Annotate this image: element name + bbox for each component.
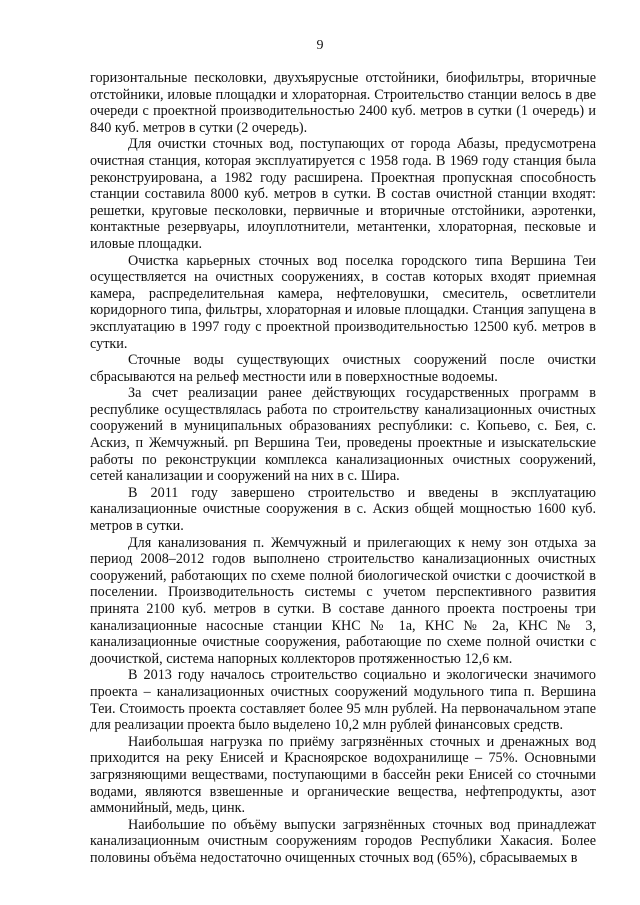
paragraph-abaza-treatment: Для очистки сточных вод, поступающих от города Абазы, предусмотрена очистная станция, которая эксплуатируется с 1958 года. В 1969 году станция была реконструирована, а 1982 году расширена. Проектная пропускная способность станции составила 8000 куб. метров в сутки. В состав очистной станции входят: решетки, круговые песколовки, первичные и вторичные отстойники, аэротенки, контактные резервуары, илоуплотнители, метантенки, хлораторная, песковые и иловые площадки. bbox=[90, 136, 596, 252]
paragraph-discharge: Сточные воды существующих очистных сооружений после очистки сбрасываются на рельеф местности или в поверхностные водоемы. bbox=[90, 352, 596, 385]
paragraph-askiz-2011: В 2011 году завершено строительство и введены в эксплуатацию канализационные очистные сооружения в с. Аскиз общей мощностью 1600 куб. метров в сутки. bbox=[90, 484, 596, 535]
paragraph-quarry-wastewater: Очистка карьерных сточных вод поселка городского типа Вершина Теи осуществляется на очистных сооружениях, в состав которых входят приемная камера, распределительная камера, нефтеловушки, смеситель, осветлители коридорного типа, фильтры, хлораторная и иловые площадки. Станция запущена в эксплуатацию в 1997 году с проектной производительностью 12500 куб. метров в сутки. bbox=[90, 252, 596, 352]
paragraph-yenisei-load: Наибольшая нагрузка по приёму загрязнённых сточных и дренажных вод приходится на реку Енисей и Красноярское водохранилище – 75%. Основными загрязняющими веществами, поступающими в бассейн реки Енисей со сточными водами, являются взвешенные и органические вещества, нефтепродукты, азот аммонийный, медь, цинк. bbox=[90, 733, 596, 817]
paragraph-state-programs: За счет реализации ранее действующих государственных программ в республике осуществлялась работа по строительству канализационных очистных сооружений в муниципальных образованиях республики: с. Копьево, с. Бея, с. Аскиз, п Жемчужный. рп Вершина Теи, проведены проектные и изыскательские работы по реконструкции комплекса канализационных очистных сооружений, сетей канализации и сооружений на них в с. Шира. bbox=[90, 385, 596, 485]
paragraph-zhemchuzhny: Для канализования п. Жемчужный и прилегающих к нему зон отдыха за период 2008–2012 годов выполнено строительство канализационных очистных сооружений, работающих по схеме полной биологической очистки с доочисткой в поселении. Производительность системы с учетом перспективного развития принята 2100 куб. метров в сутки. В составе данного проекта построены три канализационные насосные станции КНС № 1а, КНС № 2а, КНС № 3, канализационные очистные сооружения, работающие по схеме полной очистки с доочисткой, система напорных коллекторов протяженностью 12,6 км. bbox=[90, 534, 596, 667]
paragraph-vershina-tei-2013: В 2013 году началось строительство социально и экологически значимого проекта – канализационных очистных сооружений модульного типа п. Вершина Теи. Стоимость проекта составляет более 95 млн рублей. На первоначальном этапе для реализации проекта было выделено 10,2 млн рублей финансовых средств. bbox=[90, 667, 596, 734]
page-number: 9 bbox=[316, 38, 324, 53]
paragraph-continuation: горизонтальные песколовки, двухъярусные отстойники, биофильтры, вторичные отстойники, иловые площадки и хлораторная. Строительство станции велось в две очереди с проектной производительностью 2400 куб. метров в сутки (1 очередь) и 840 куб. метров в сутки (2 очередь). bbox=[90, 70, 596, 136]
body-text bbox=[90, 70, 596, 867]
paragraph-largest-discharges: Наибольшие по объёму выпуски загрязнённых сточных вод принадлежат канализационным очистным сооружениям городов Республики Хакасия. Более половины объёма недостаточно очищенных сточных вод (65%), сбрасываемых в bbox=[90, 816, 596, 866]
